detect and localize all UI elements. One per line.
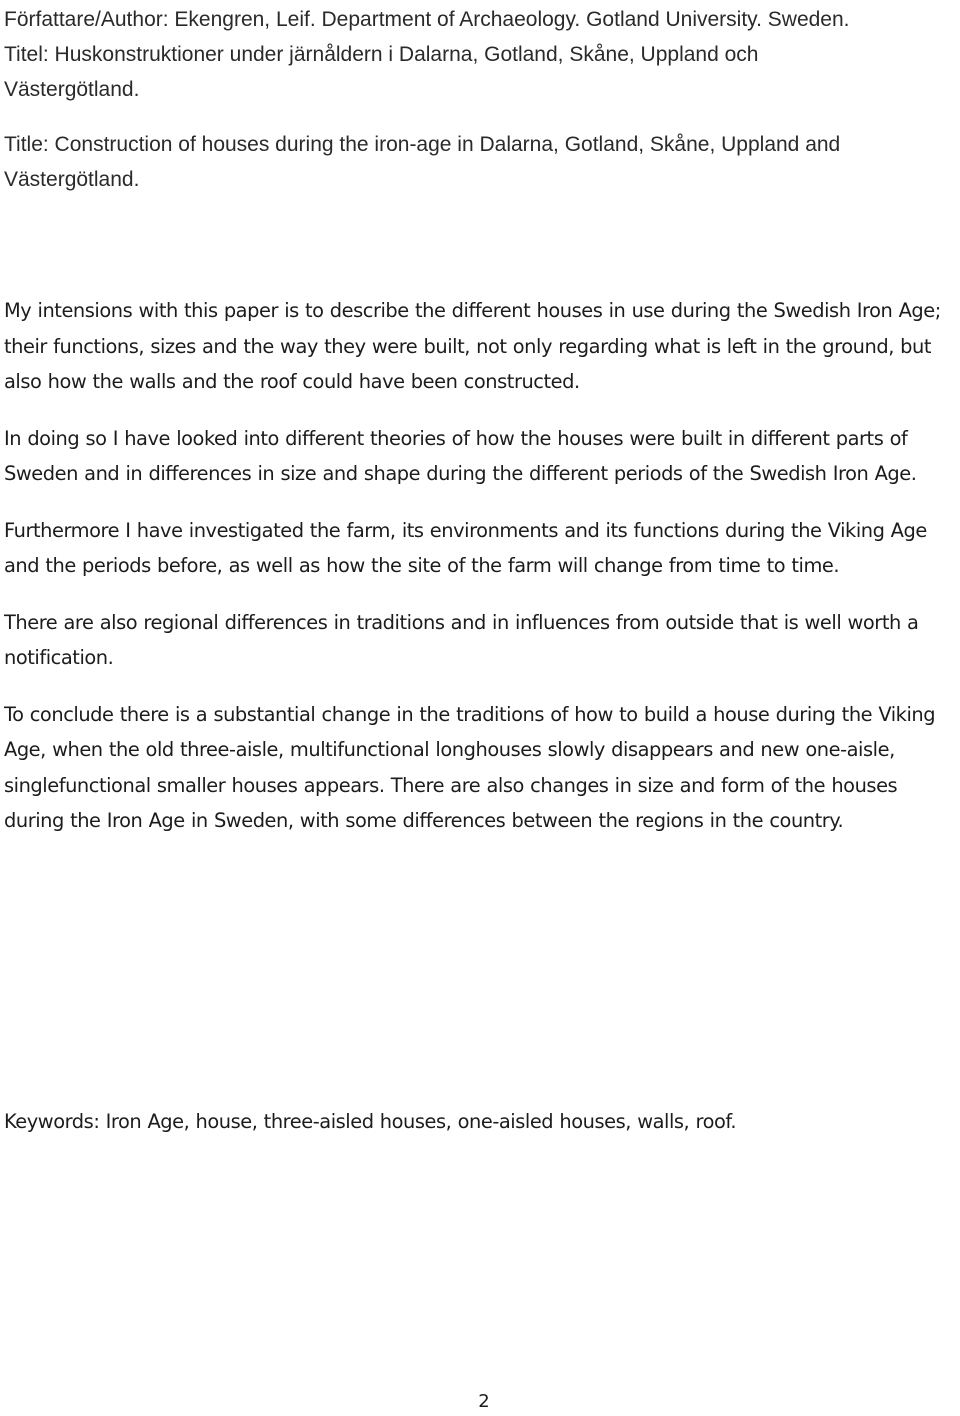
- abstract-paragraph-theories: In doing so I have looked into different theories of how the houses were built in different parts of Sweden and in differences in size and shape during the different periods of the Swedish Iron Age.: [4, 426, 917, 485]
- header-spacer: [4, 107, 954, 127]
- abstract-paragraph-conclusion: To conclude there is a substantial change in the traditions of how to build a house during the Viking Age, when the old three-aisle, multifunctional longhouses slowly disappears and new one-aisle, singlefunctional smaller houses appears. There are also changes in size and form of the houses during the Iron Age in Sweden, with some differences between the regions in the country.: [4, 702, 936, 832]
- title-line-english-continued: Västergötland.: [4, 168, 140, 191]
- page-number: [0, 1390, 960, 1414]
- abstract-paragraph-intentions: My intensions with this paper is to describe the different houses in use during the Swedish Iron Age; their functions, sizes and the way they were built, not only regarding what is left in the ground, but also how the walls and the roof could have been constructed.: [4, 299, 941, 393]
- page-number-text: 2: [478, 1391, 490, 1412]
- header-block: [4, 2, 954, 197]
- titel-line-swedish: Titel: Huskonstruktioner under järnåldern i Dalarna, Gotland, Skåne, Uppland och: [4, 43, 759, 66]
- titel-line-swedish-continued: Västergötland.: [4, 78, 140, 101]
- abstract-paragraph-farm: Furthermore I have investigated the farm, its environments and its functions during the Viking Age and the periods before, as well as how the site of the farm will change from time to time.: [4, 518, 927, 577]
- abstract-paragraph-regional: There are also regional differences in traditions and in influences from outside that is well worth a notification.: [4, 610, 919, 669]
- author-line: Författare/Author: Ekengren, Leif. Department of Archaeology. Gotland University. Sweden.: [4, 8, 850, 31]
- title-line-english: Title: Construction of houses during the iron-age in Dalarna, Gotland, Skåne, Uppland and: [4, 133, 841, 156]
- keywords-line: Keywords: Iron Age, house, three-aisled houses, one-aisled houses, walls, roof.: [4, 1110, 737, 1134]
- abstract-body: [4, 293, 959, 860]
